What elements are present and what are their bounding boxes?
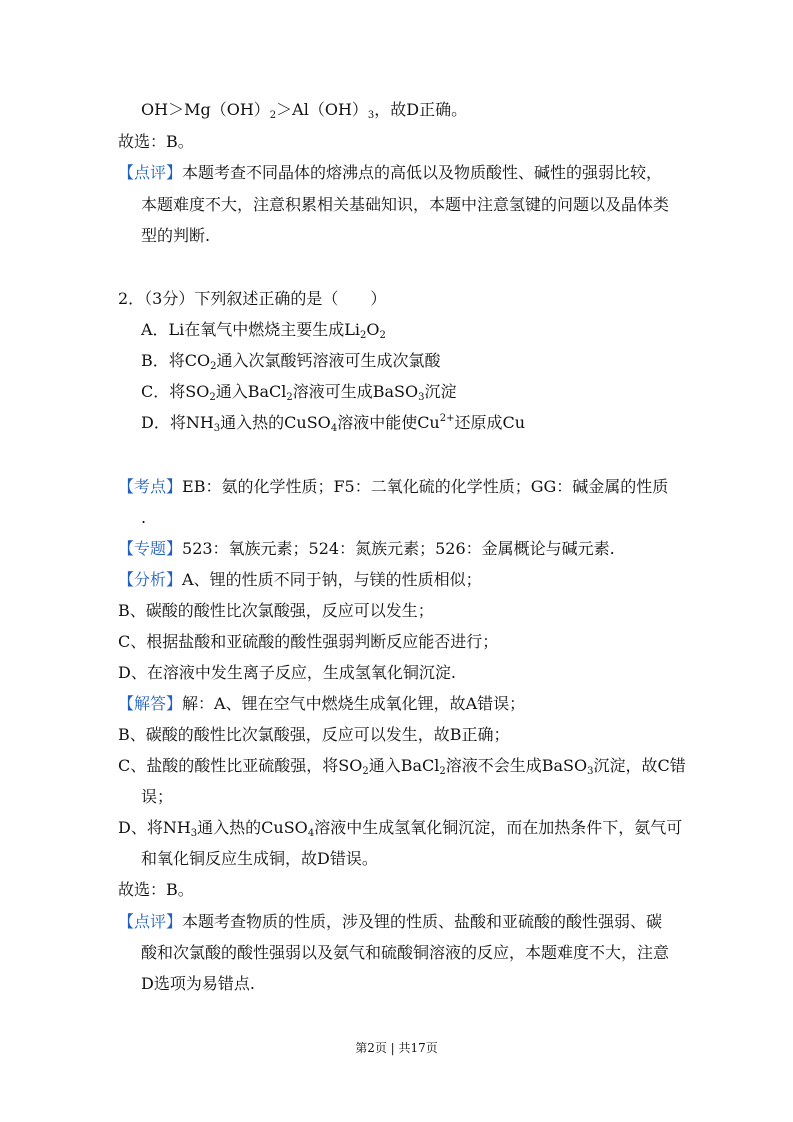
jieda-line-c: C、盐酸的酸性比亚硫酸强，将$SO_2$通入BaCl$_2$溶液不会生成BaSO$_3$沉淀，故C错 — [118, 756, 686, 777]
fenxi-line-c: C、根据盐酸和亚硫酸的酸性强弱判断反应能否进行； — [118, 632, 499, 651]
dianping-line-3: D选项为易错点. — [141, 974, 255, 993]
dianping-tag: 【点评】 — [118, 912, 183, 931]
prev-comment-line: 型的判断. — [141, 226, 211, 245]
jieda-line-b: B、碳酸的酸性比次氯酸强，反应可以发生，故B正确； — [118, 725, 510, 744]
fenxi-tag: 【分析】 — [118, 570, 183, 589]
question-stem: 2．（3分）下列叙述正确的是（ ） — [118, 289, 387, 308]
option-a: A．Li在氧气中燃烧主要生成$Li_2O_2$ — [141, 320, 386, 341]
prev-comment-first: 【点评】本题考查不同晶体的熔沸点的高低以及物质酸性、碱性的强弱比较， — [118, 163, 663, 182]
dianping-line: 【点评】本题考查物质的性质，涉及锂的性质、盐酸和亚硫酸的酸性强弱、碳 — [118, 912, 663, 931]
option-d: D．将$NH_3$通入热的CuSO$_4$溶液中能使$Cu^{2+}$还原成Cu — [141, 413, 526, 434]
kaodian-tag: 【考点】 — [118, 477, 183, 496]
jieda-line-c2: 误； — [141, 787, 174, 806]
prev-answer: 故选：B。 — [118, 132, 194, 151]
option-c: C．将$SO_2$通入BaCl$_2$溶液可生成BaSO$_3$沉淀 — [141, 382, 457, 403]
prev-comment-line: 本题难度不大，注意积累相关基础知识，本题中注意氢键的问题以及晶体类 — [141, 195, 670, 214]
jieda-line: 【解答】解：A、锂在空气中燃烧生成氧化锂，故A错误； — [118, 694, 526, 713]
comment-tag: 【点评】 — [118, 163, 183, 182]
kaodian-cont: . — [141, 508, 147, 527]
option-b: B．将$CO_2$通入次氯酸钙溶液可生成次氯酸 — [141, 351, 441, 372]
fenxi-line: 【分析】A、锂的性质不同于钠，与镁的性质相似； — [118, 570, 482, 589]
fenxi-line-d: D、在溶液中发生离子反应，生成氢氧化铜沉淀. — [118, 663, 456, 682]
fenxi-line-b: B、碳酸的酸性比次氯酸强，反应可以发生； — [118, 601, 434, 620]
jieda-answer: 故选：B。 — [118, 880, 194, 899]
jieda-tag: 【解答】 — [118, 694, 183, 713]
dianping-line-2: 酸和次氯酸的酸性强弱以及氨气和硫酸铜溶液的反应，本题难度不大，注意 — [141, 943, 670, 962]
jieda-line-d: D、将$NH_3$通入热的CuSO$_4$溶液中生成氢氧化铜沉淀，而在加热条件下，氨气可 — [118, 818, 683, 839]
prev-formula-line: $OH>Mg(OH)_2>Al(OH)_3$，故D正确。 — [141, 100, 468, 121]
zhuanti-line: 【专题】523：氧族元素；524：氮族元素；526：金属概论与碱元素. — [118, 539, 615, 558]
page-footer: 第2页 | 共17页 — [355, 1041, 438, 1055]
zhuanti-tag: 【专题】 — [118, 539, 183, 558]
kaodian-line: 【考点】EB：氨的化学性质；F5：二氧化硫的化学性质；GG：碱金属的性质 — [118, 477, 669, 496]
jieda-line-d2: 和氧化铜反应生成铜，故D错误。 — [141, 849, 378, 868]
